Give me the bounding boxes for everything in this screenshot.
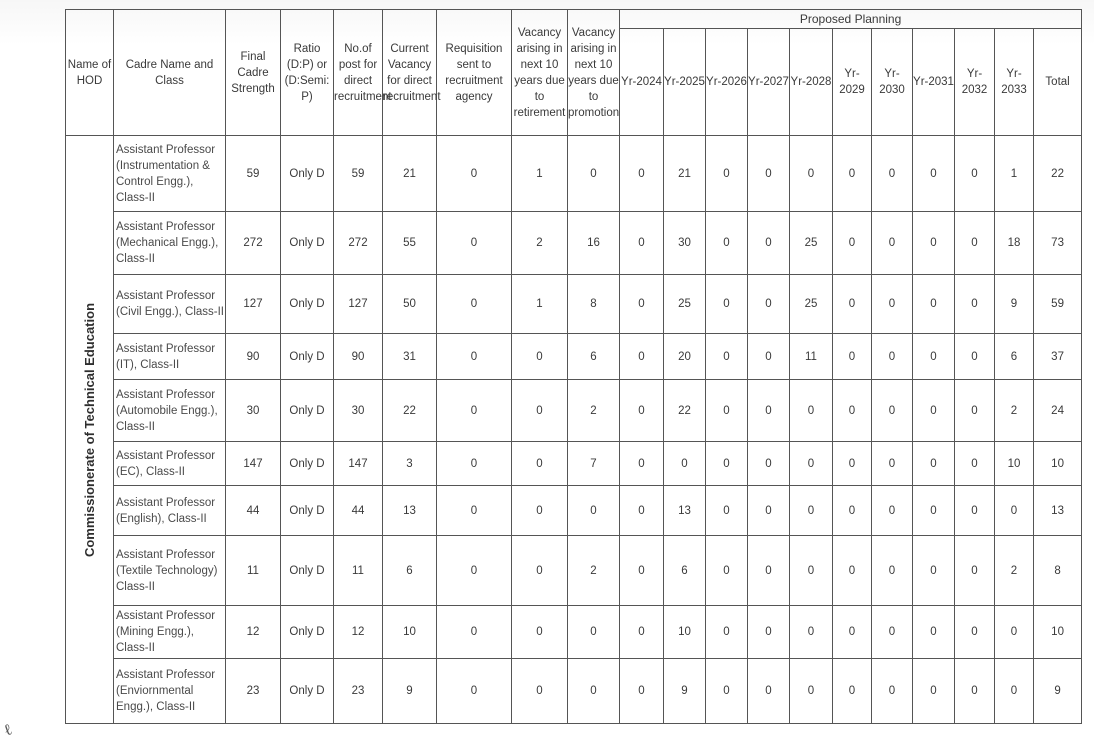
header-year: Yr-2028 xyxy=(790,29,833,136)
ratio-cell: Only D xyxy=(281,606,334,659)
year-value-cell: 0 xyxy=(706,486,748,536)
year-value-cell: 0 xyxy=(955,275,995,334)
year-value-cell: 0 xyxy=(833,136,872,212)
requisition-cell: 0 xyxy=(437,136,512,212)
ratio-cell: Only D xyxy=(281,136,334,212)
year-value-cell: 0 xyxy=(872,442,913,486)
requisition-cell: 0 xyxy=(437,606,512,659)
year-value-cell: 0 xyxy=(872,334,913,380)
current-vacancy-cell: 9 xyxy=(383,659,437,724)
vacancy-retirement-cell: 0 xyxy=(512,659,568,724)
total-cell: 13 xyxy=(1034,486,1082,536)
total-cell: 10 xyxy=(1034,442,1082,486)
cadre-name-cell: Assistant Professor (Mechanical Engg.), Class-II xyxy=(114,212,226,275)
year-value-cell: 0 xyxy=(872,275,913,334)
year-value-cell: 10 xyxy=(995,442,1034,486)
final-cadre-cell: 11 xyxy=(226,536,281,606)
table-row xyxy=(66,380,1082,442)
year-value-cell: 0 xyxy=(913,442,955,486)
year-value-cell: 0 xyxy=(620,442,664,486)
final-cadre-cell: 90 xyxy=(226,334,281,380)
requisition-cell: 0 xyxy=(437,442,512,486)
year-value-cell: 0 xyxy=(748,486,790,536)
requisition-cell: 0 xyxy=(437,212,512,275)
vacancy-retirement-cell: 0 xyxy=(512,536,568,606)
year-value-cell: 0 xyxy=(748,136,790,212)
posts-direct-cell: 12 xyxy=(334,606,383,659)
requisition-cell: 0 xyxy=(437,486,512,536)
year-value-cell: 0 xyxy=(913,275,955,334)
year-value-cell: 0 xyxy=(706,606,748,659)
cadre-name-cell: Assistant Professor (Enviornmental Engg.), Class-II xyxy=(114,659,226,724)
cadre-name-cell: Assistant Professor (English), Class-II xyxy=(114,486,226,536)
year-value-cell: 0 xyxy=(748,380,790,442)
final-cadre-cell: 127 xyxy=(226,275,281,334)
table-row xyxy=(66,442,1082,486)
final-cadre-cell: 44 xyxy=(226,486,281,536)
year-value-cell: 0 xyxy=(790,536,833,606)
year-value-cell: 22 xyxy=(664,380,706,442)
year-value-cell: 0 xyxy=(833,486,872,536)
year-value-cell: 0 xyxy=(872,136,913,212)
current-vacancy-cell: 3 xyxy=(383,442,437,486)
vacancy-promotion-cell: 6 xyxy=(568,334,620,380)
ratio-cell: Only D xyxy=(281,275,334,334)
handwritten-mark: ℓ xyxy=(0,719,15,740)
cadre-name-cell: Assistant Professor (Textile Technology) Class-II xyxy=(114,536,226,606)
year-value-cell: 0 xyxy=(706,442,748,486)
cadre-name-cell: Assistant Professor (Civil Engg.), Class-II xyxy=(114,275,226,334)
year-value-cell: 25 xyxy=(790,212,833,275)
cadre-name-cell: Assistant Professor (Instrumentation & Control Engg.), Class-II xyxy=(114,136,226,212)
header-current-vacancy: Current Vacancy for direct recruitment xyxy=(383,10,437,136)
posts-direct-cell: 272 xyxy=(334,212,383,275)
year-value-cell: 0 xyxy=(790,659,833,724)
current-vacancy-cell: 31 xyxy=(383,334,437,380)
header-year: Yr-2030 xyxy=(872,29,913,136)
header-vacancy-promotion: Vacancy arising in next 10 years due to promotion xyxy=(568,10,620,136)
ratio-cell: Only D xyxy=(281,442,334,486)
year-value-cell: 0 xyxy=(790,136,833,212)
vacancy-retirement-cell: 0 xyxy=(512,442,568,486)
requisition-cell: 0 xyxy=(437,659,512,724)
posts-direct-cell: 44 xyxy=(334,486,383,536)
final-cadre-cell: 272 xyxy=(226,212,281,275)
current-vacancy-cell: 6 xyxy=(383,536,437,606)
vacancy-promotion-cell: 0 xyxy=(568,606,620,659)
year-value-cell: 0 xyxy=(833,212,872,275)
year-value-cell: 0 xyxy=(748,442,790,486)
year-value-cell: 0 xyxy=(790,606,833,659)
table-row xyxy=(66,606,1082,659)
header-proposed-planning: Proposed Planning xyxy=(620,10,1082,29)
cadre-name-cell: Assistant Professor (EC), Class-II xyxy=(114,442,226,486)
year-value-cell: 0 xyxy=(664,442,706,486)
year-value-cell: 0 xyxy=(833,536,872,606)
year-value-cell: 0 xyxy=(872,212,913,275)
vacancy-promotion-cell: 0 xyxy=(568,659,620,724)
year-value-cell: 0 xyxy=(955,334,995,380)
cadre-name-cell: Assistant Professor (Automobile Engg.), Class-II xyxy=(114,380,226,442)
posts-direct-cell: 59 xyxy=(334,136,383,212)
total-cell: 73 xyxy=(1034,212,1082,275)
header-total: Total xyxy=(1034,29,1082,136)
table-row xyxy=(66,536,1082,606)
year-value-cell: 0 xyxy=(790,380,833,442)
year-value-cell: 0 xyxy=(872,486,913,536)
year-value-cell: 30 xyxy=(664,212,706,275)
total-cell: 8 xyxy=(1034,536,1082,606)
posts-direct-cell: 147 xyxy=(334,442,383,486)
year-value-cell: 10 xyxy=(664,606,706,659)
year-value-cell: 0 xyxy=(833,380,872,442)
year-value-cell: 0 xyxy=(995,606,1034,659)
vacancy-retirement-cell: 0 xyxy=(512,380,568,442)
posts-direct-cell: 30 xyxy=(334,380,383,442)
year-value-cell: 0 xyxy=(995,659,1034,724)
year-value-cell: 0 xyxy=(620,136,664,212)
vacancy-promotion-cell: 0 xyxy=(568,136,620,212)
total-cell: 37 xyxy=(1034,334,1082,380)
total-cell: 9 xyxy=(1034,659,1082,724)
ratio-cell: Only D xyxy=(281,380,334,442)
recruitment-planning-table xyxy=(65,9,1082,724)
year-value-cell: 0 xyxy=(913,659,955,724)
year-value-cell: 21 xyxy=(664,136,706,212)
vacancy-promotion-cell: 7 xyxy=(568,442,620,486)
cadre-name-cell: Assistant Professor (IT), Class-II xyxy=(114,334,226,380)
requisition-cell: 0 xyxy=(437,536,512,606)
header-year: Yr-2032 xyxy=(955,29,995,136)
year-value-cell: 0 xyxy=(995,486,1034,536)
year-value-cell: 2 xyxy=(995,536,1034,606)
year-value-cell: 0 xyxy=(706,275,748,334)
year-value-cell: 2 xyxy=(995,380,1034,442)
current-vacancy-cell: 10 xyxy=(383,606,437,659)
year-value-cell: 0 xyxy=(790,486,833,536)
hod-cell xyxy=(66,136,114,724)
total-cell: 22 xyxy=(1034,136,1082,212)
table-row xyxy=(66,334,1082,380)
year-value-cell: 0 xyxy=(620,334,664,380)
header-final-cadre: Final Cadre Strength xyxy=(226,10,281,136)
year-value-cell: 0 xyxy=(748,212,790,275)
year-value-cell: 20 xyxy=(664,334,706,380)
year-value-cell: 0 xyxy=(872,659,913,724)
table-row xyxy=(66,486,1082,536)
year-value-cell: 25 xyxy=(664,275,706,334)
year-value-cell: 18 xyxy=(995,212,1034,275)
year-value-cell: 0 xyxy=(620,606,664,659)
year-value-cell: 0 xyxy=(913,486,955,536)
year-value-cell: 6 xyxy=(664,536,706,606)
requisition-cell: 0 xyxy=(437,275,512,334)
year-value-cell: 0 xyxy=(748,659,790,724)
header-vacancy-retirement: Vacancy arising in next 10 years due to retirement xyxy=(512,10,568,136)
year-value-cell: 0 xyxy=(748,606,790,659)
final-cadre-cell: 59 xyxy=(226,136,281,212)
year-value-cell: 0 xyxy=(955,136,995,212)
current-vacancy-cell: 50 xyxy=(383,275,437,334)
year-value-cell: 0 xyxy=(872,380,913,442)
total-cell: 59 xyxy=(1034,275,1082,334)
ratio-cell: Only D xyxy=(281,212,334,275)
year-value-cell: 0 xyxy=(833,659,872,724)
final-cadre-cell: 12 xyxy=(226,606,281,659)
year-value-cell: 0 xyxy=(833,442,872,486)
year-value-cell: 0 xyxy=(955,486,995,536)
year-value-cell: 13 xyxy=(664,486,706,536)
header-year: Yr-2033 xyxy=(995,29,1034,136)
posts-direct-cell: 23 xyxy=(334,659,383,724)
year-value-cell: 0 xyxy=(706,136,748,212)
vacancy-retirement-cell: 0 xyxy=(512,334,568,380)
year-value-cell: 0 xyxy=(706,334,748,380)
posts-direct-cell: 127 xyxy=(334,275,383,334)
table-row xyxy=(66,275,1082,334)
header-cadre-name: Cadre Name and Class xyxy=(114,10,226,136)
posts-direct-cell: 11 xyxy=(334,536,383,606)
year-value-cell: 9 xyxy=(995,275,1034,334)
table-row xyxy=(66,212,1082,275)
cadre-name-cell: Assistant Professor (Mining Engg.), Class-II xyxy=(114,606,226,659)
year-value-cell: 0 xyxy=(872,536,913,606)
year-value-cell: 0 xyxy=(748,275,790,334)
year-value-cell: 0 xyxy=(620,212,664,275)
year-value-cell: 6 xyxy=(995,334,1034,380)
final-cadre-cell: 147 xyxy=(226,442,281,486)
year-value-cell: 0 xyxy=(790,442,833,486)
vacancy-retirement-cell: 1 xyxy=(512,136,568,212)
current-vacancy-cell: 21 xyxy=(383,136,437,212)
year-value-cell: 0 xyxy=(913,212,955,275)
year-value-cell: 0 xyxy=(706,536,748,606)
year-value-cell: 0 xyxy=(620,380,664,442)
ratio-cell: Only D xyxy=(281,536,334,606)
year-value-cell: 25 xyxy=(790,275,833,334)
header-year: Yr-2025 xyxy=(664,29,706,136)
requisition-cell: 0 xyxy=(437,380,512,442)
year-value-cell: 0 xyxy=(955,659,995,724)
year-value-cell: 0 xyxy=(913,536,955,606)
ratio-cell: Only D xyxy=(281,486,334,536)
year-value-cell: 0 xyxy=(748,536,790,606)
year-value-cell: 11 xyxy=(790,334,833,380)
year-value-cell: 0 xyxy=(955,380,995,442)
vacancy-retirement-cell: 2 xyxy=(512,212,568,275)
final-cadre-cell: 30 xyxy=(226,380,281,442)
year-value-cell: 0 xyxy=(955,606,995,659)
year-value-cell: 0 xyxy=(706,212,748,275)
year-value-cell: 0 xyxy=(620,486,664,536)
header-year: Yr-2026 xyxy=(706,29,748,136)
year-value-cell: 0 xyxy=(620,275,664,334)
header-name-of-hod: Name of HOD xyxy=(66,10,114,136)
year-value-cell: 0 xyxy=(833,275,872,334)
year-value-cell: 0 xyxy=(913,380,955,442)
year-value-cell: 0 xyxy=(620,536,664,606)
header-year: Yr-2024 xyxy=(620,29,664,136)
year-value-cell: 0 xyxy=(706,380,748,442)
year-value-cell: 0 xyxy=(955,442,995,486)
table-row xyxy=(66,659,1082,724)
hod-name: Commissionerate of Technical Education xyxy=(81,302,97,557)
year-value-cell: 0 xyxy=(913,334,955,380)
year-value-cell: 0 xyxy=(872,606,913,659)
posts-direct-cell: 90 xyxy=(334,334,383,380)
ratio-cell: Only D xyxy=(281,334,334,380)
year-value-cell: 9 xyxy=(664,659,706,724)
vacancy-promotion-cell: 2 xyxy=(568,380,620,442)
ratio-cell: Only D xyxy=(281,659,334,724)
total-cell: 10 xyxy=(1034,606,1082,659)
year-value-cell: 0 xyxy=(620,659,664,724)
year-value-cell: 0 xyxy=(833,606,872,659)
header-year: Yr-2031 xyxy=(913,29,955,136)
header-year: Yr-2029 xyxy=(833,29,872,136)
table-row xyxy=(66,136,1082,212)
vacancy-promotion-cell: 16 xyxy=(568,212,620,275)
year-value-cell: 0 xyxy=(913,136,955,212)
vacancy-promotion-cell: 0 xyxy=(568,486,620,536)
year-value-cell: 0 xyxy=(955,212,995,275)
current-vacancy-cell: 13 xyxy=(383,486,437,536)
vacancy-retirement-cell: 1 xyxy=(512,275,568,334)
vacancy-retirement-cell: 0 xyxy=(512,606,568,659)
vacancy-promotion-cell: 2 xyxy=(568,536,620,606)
current-vacancy-cell: 22 xyxy=(383,380,437,442)
year-value-cell: 0 xyxy=(748,334,790,380)
header-requisition: Requisition sent to recruitment agency xyxy=(437,10,512,136)
year-value-cell: 0 xyxy=(833,334,872,380)
header-posts-direct: No.of post for direct recruitment xyxy=(334,10,383,136)
total-cell: 24 xyxy=(1034,380,1082,442)
requisition-cell: 0 xyxy=(437,334,512,380)
table-body xyxy=(66,136,1082,724)
header-ratio: Ratio (D:P) or (D:Semi: P) xyxy=(281,10,334,136)
year-value-cell: 0 xyxy=(706,659,748,724)
header-year: Yr-2027 xyxy=(748,29,790,136)
final-cadre-cell: 23 xyxy=(226,659,281,724)
vacancy-retirement-cell: 0 xyxy=(512,486,568,536)
current-vacancy-cell: 55 xyxy=(383,212,437,275)
year-value-cell: 0 xyxy=(913,606,955,659)
year-value-cell: 0 xyxy=(955,536,995,606)
vacancy-promotion-cell: 8 xyxy=(568,275,620,334)
year-value-cell: 1 xyxy=(995,136,1034,212)
